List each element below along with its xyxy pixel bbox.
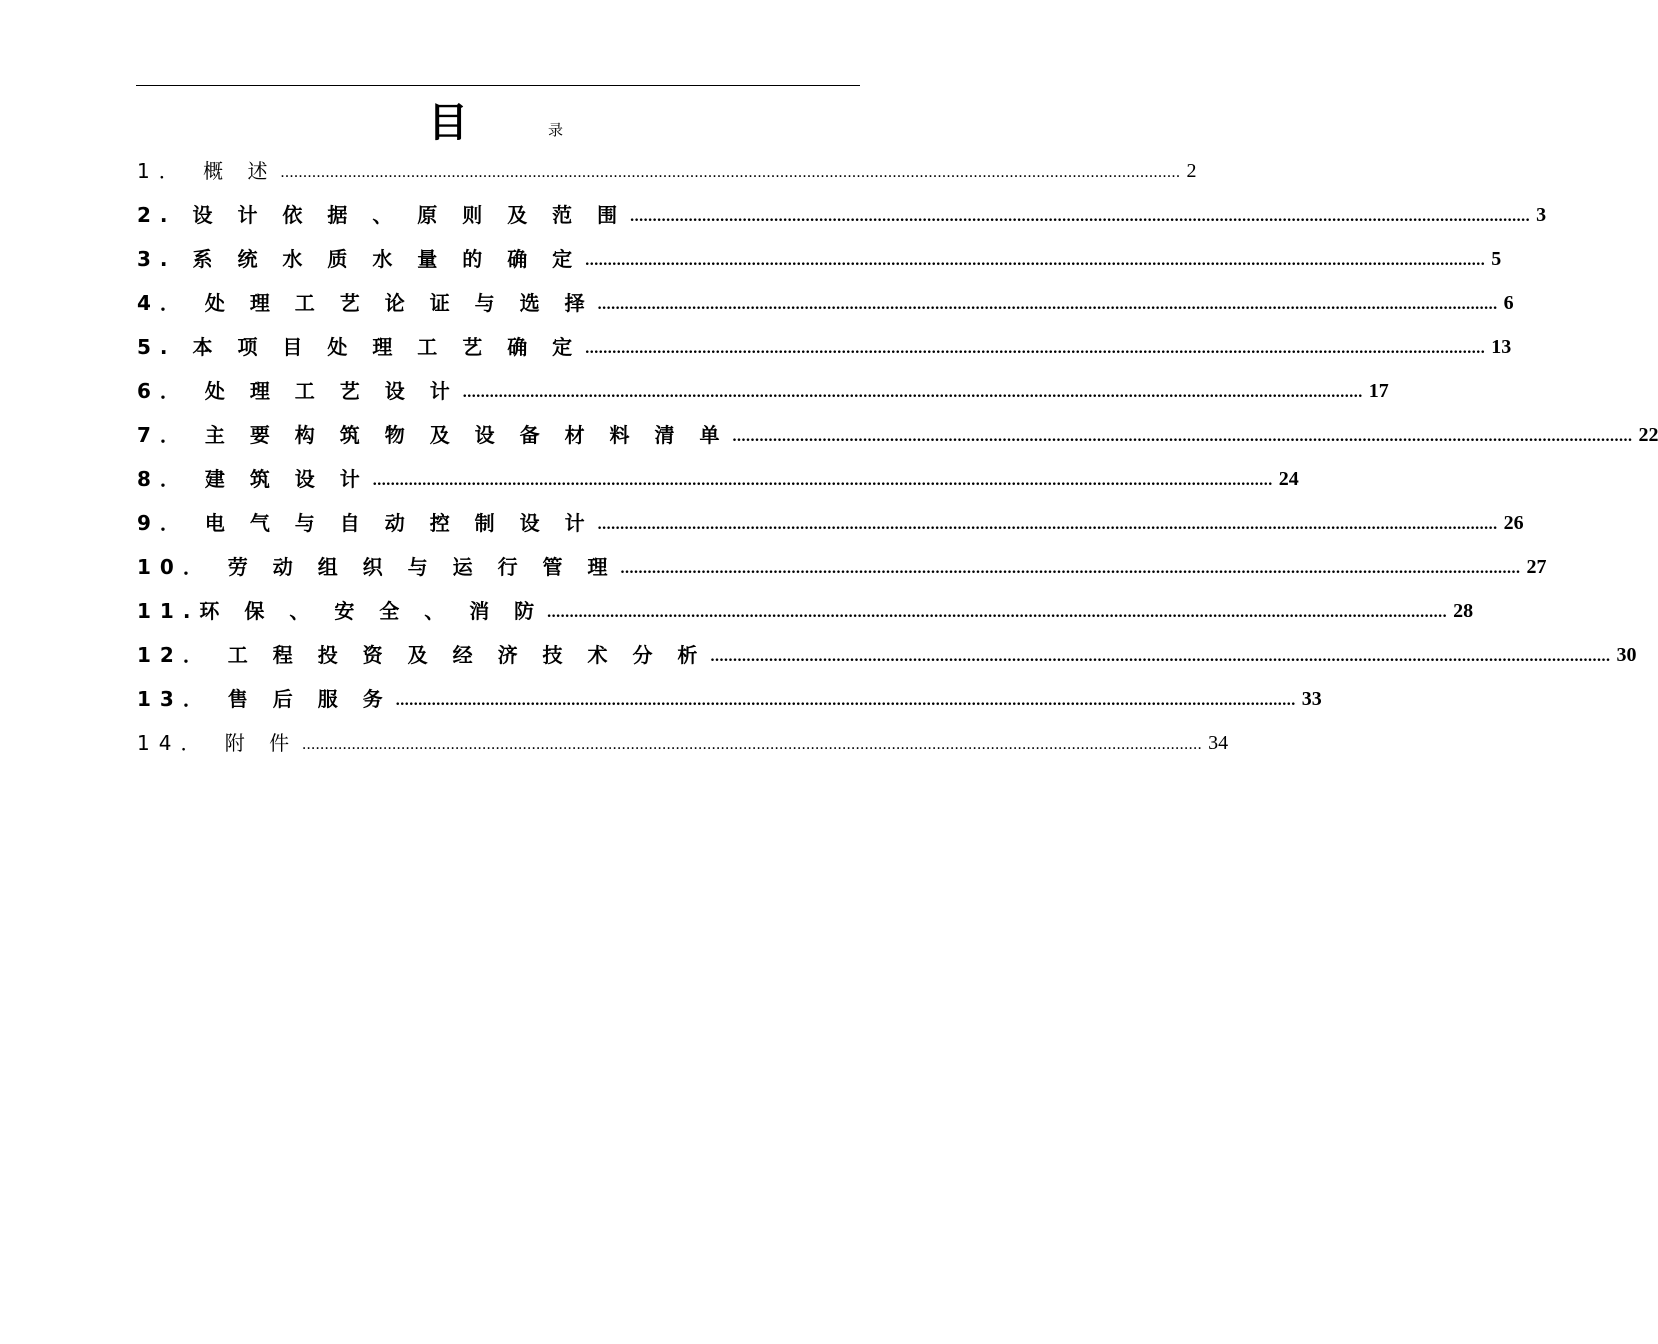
toc-entry-label: 12． 工 程 投 资 及 经 济 技 术 分 析 (137, 643, 707, 667)
toc-entry-page: 24 (1278, 468, 1299, 490)
toc-entry[interactable] (137, 374, 1389, 404)
toc-entry[interactable] (137, 726, 1229, 756)
toc-entry-leader: ........................................................................................................................................................................................................ (302, 736, 1203, 753)
toc-title-main: 目 (428, 100, 468, 146)
toc-entry-leader: ........................................................................................................................................................................................................ (597, 296, 1498, 313)
toc-title-sub: 录 (548, 121, 564, 139)
toc-entry-label: 8． 建 筑 设 计 (137, 467, 369, 491)
toc-entry-leader: ........................................................................................................................................................................................................ (710, 648, 1611, 665)
toc-entry-leader: ........................................................................................................................................................................................................ (585, 252, 1486, 269)
toc-entry-label: 4． 处 理 工 艺 论 证 与 选 择 (137, 291, 594, 315)
toc-entry[interactable] (137, 418, 1658, 448)
toc-entry[interactable] (137, 198, 1547, 228)
header-rule (136, 85, 860, 86)
toc-entry-page: 5 (1491, 248, 1502, 270)
toc-entry-page: 28 (1453, 600, 1474, 622)
toc-entry-leader: ........................................................................................................................................................................................................ (395, 692, 1296, 709)
toc-entry[interactable] (137, 682, 1322, 712)
toc-entry-label: 11.环 保 、 安 全 、 消 防 (137, 599, 544, 623)
toc-entry-label: 14． 附 件 (137, 731, 299, 755)
toc-entry-leader: ........................................................................................................................................................................................................ (280, 164, 1181, 181)
toc-entry[interactable] (137, 330, 1512, 360)
toc-entry-leader: ........................................................................................................................................................................................................ (620, 560, 1521, 577)
toc-entry-leader: ........................................................................................................................................................................................................ (462, 384, 1363, 401)
toc-entry-page: 3 (1536, 204, 1547, 226)
toc-entry-page: 2 (1186, 160, 1197, 182)
toc-entry[interactable] (137, 286, 1514, 316)
toc-entry-page: 30 (1616, 644, 1637, 666)
toc-entry[interactable] (137, 154, 1197, 184)
toc-entry[interactable] (137, 594, 1474, 624)
toc-entry-leader: ........................................................................................................................................................................................................ (372, 472, 1273, 489)
toc-entry-page: 17 (1368, 380, 1389, 402)
toc-title (0, 100, 950, 150)
toc-entry[interactable] (137, 506, 1524, 536)
toc-entry-label: 9． 电 气 与 自 动 控 制 设 计 (137, 511, 594, 535)
toc-entry-page: 34 (1208, 732, 1229, 754)
toc-entry-leader: ........................................................................................................................................................................................................ (732, 428, 1633, 445)
toc-entry[interactable] (137, 550, 1547, 580)
toc-entry-leader: ........................................................................................................................................................................................................ (547, 604, 1448, 621)
toc-entry-page: 33 (1301, 688, 1322, 710)
toc-entry-leader: ........................................................................................................................................................................................................ (585, 340, 1486, 357)
toc-entry-label: 3. 系 统 水 质 水 量 的 确 定 (137, 247, 582, 271)
toc-entry[interactable] (137, 638, 1637, 668)
toc-entry-label: 10． 劳 动 组 织 与 运 行 管 理 (137, 555, 617, 579)
toc-entry-leader: ........................................................................................................................................................................................................ (597, 516, 1498, 533)
toc-entry[interactable] (137, 462, 1299, 492)
toc-entry-label: 1． 概 述 (137, 159, 277, 183)
toc-entry-page: 22 (1638, 424, 1658, 446)
toc-entry-label: 7． 主 要 构 筑 物 及 设 备 材 料 清 单 (137, 423, 729, 447)
toc-entry-label: 5. 本 项 目 处 理 工 艺 确 定 (137, 335, 582, 359)
toc-entry-page: 6 (1503, 292, 1514, 314)
toc-entry-label: 2. 设 计 依 据 、 原 则 及 范 围 (137, 203, 627, 227)
toc-entry-page: 13 (1491, 336, 1512, 358)
toc-entry-leader: ........................................................................................................................................................................................................ (630, 208, 1531, 225)
toc-entry[interactable] (137, 242, 1502, 272)
toc-entry-page: 27 (1526, 556, 1547, 578)
toc-entry-label: 6． 处 理 工 艺 设 计 (137, 379, 459, 403)
toc-entry-label: 13． 售 后 服 务 (137, 687, 392, 711)
toc-entry-page: 26 (1503, 512, 1524, 534)
